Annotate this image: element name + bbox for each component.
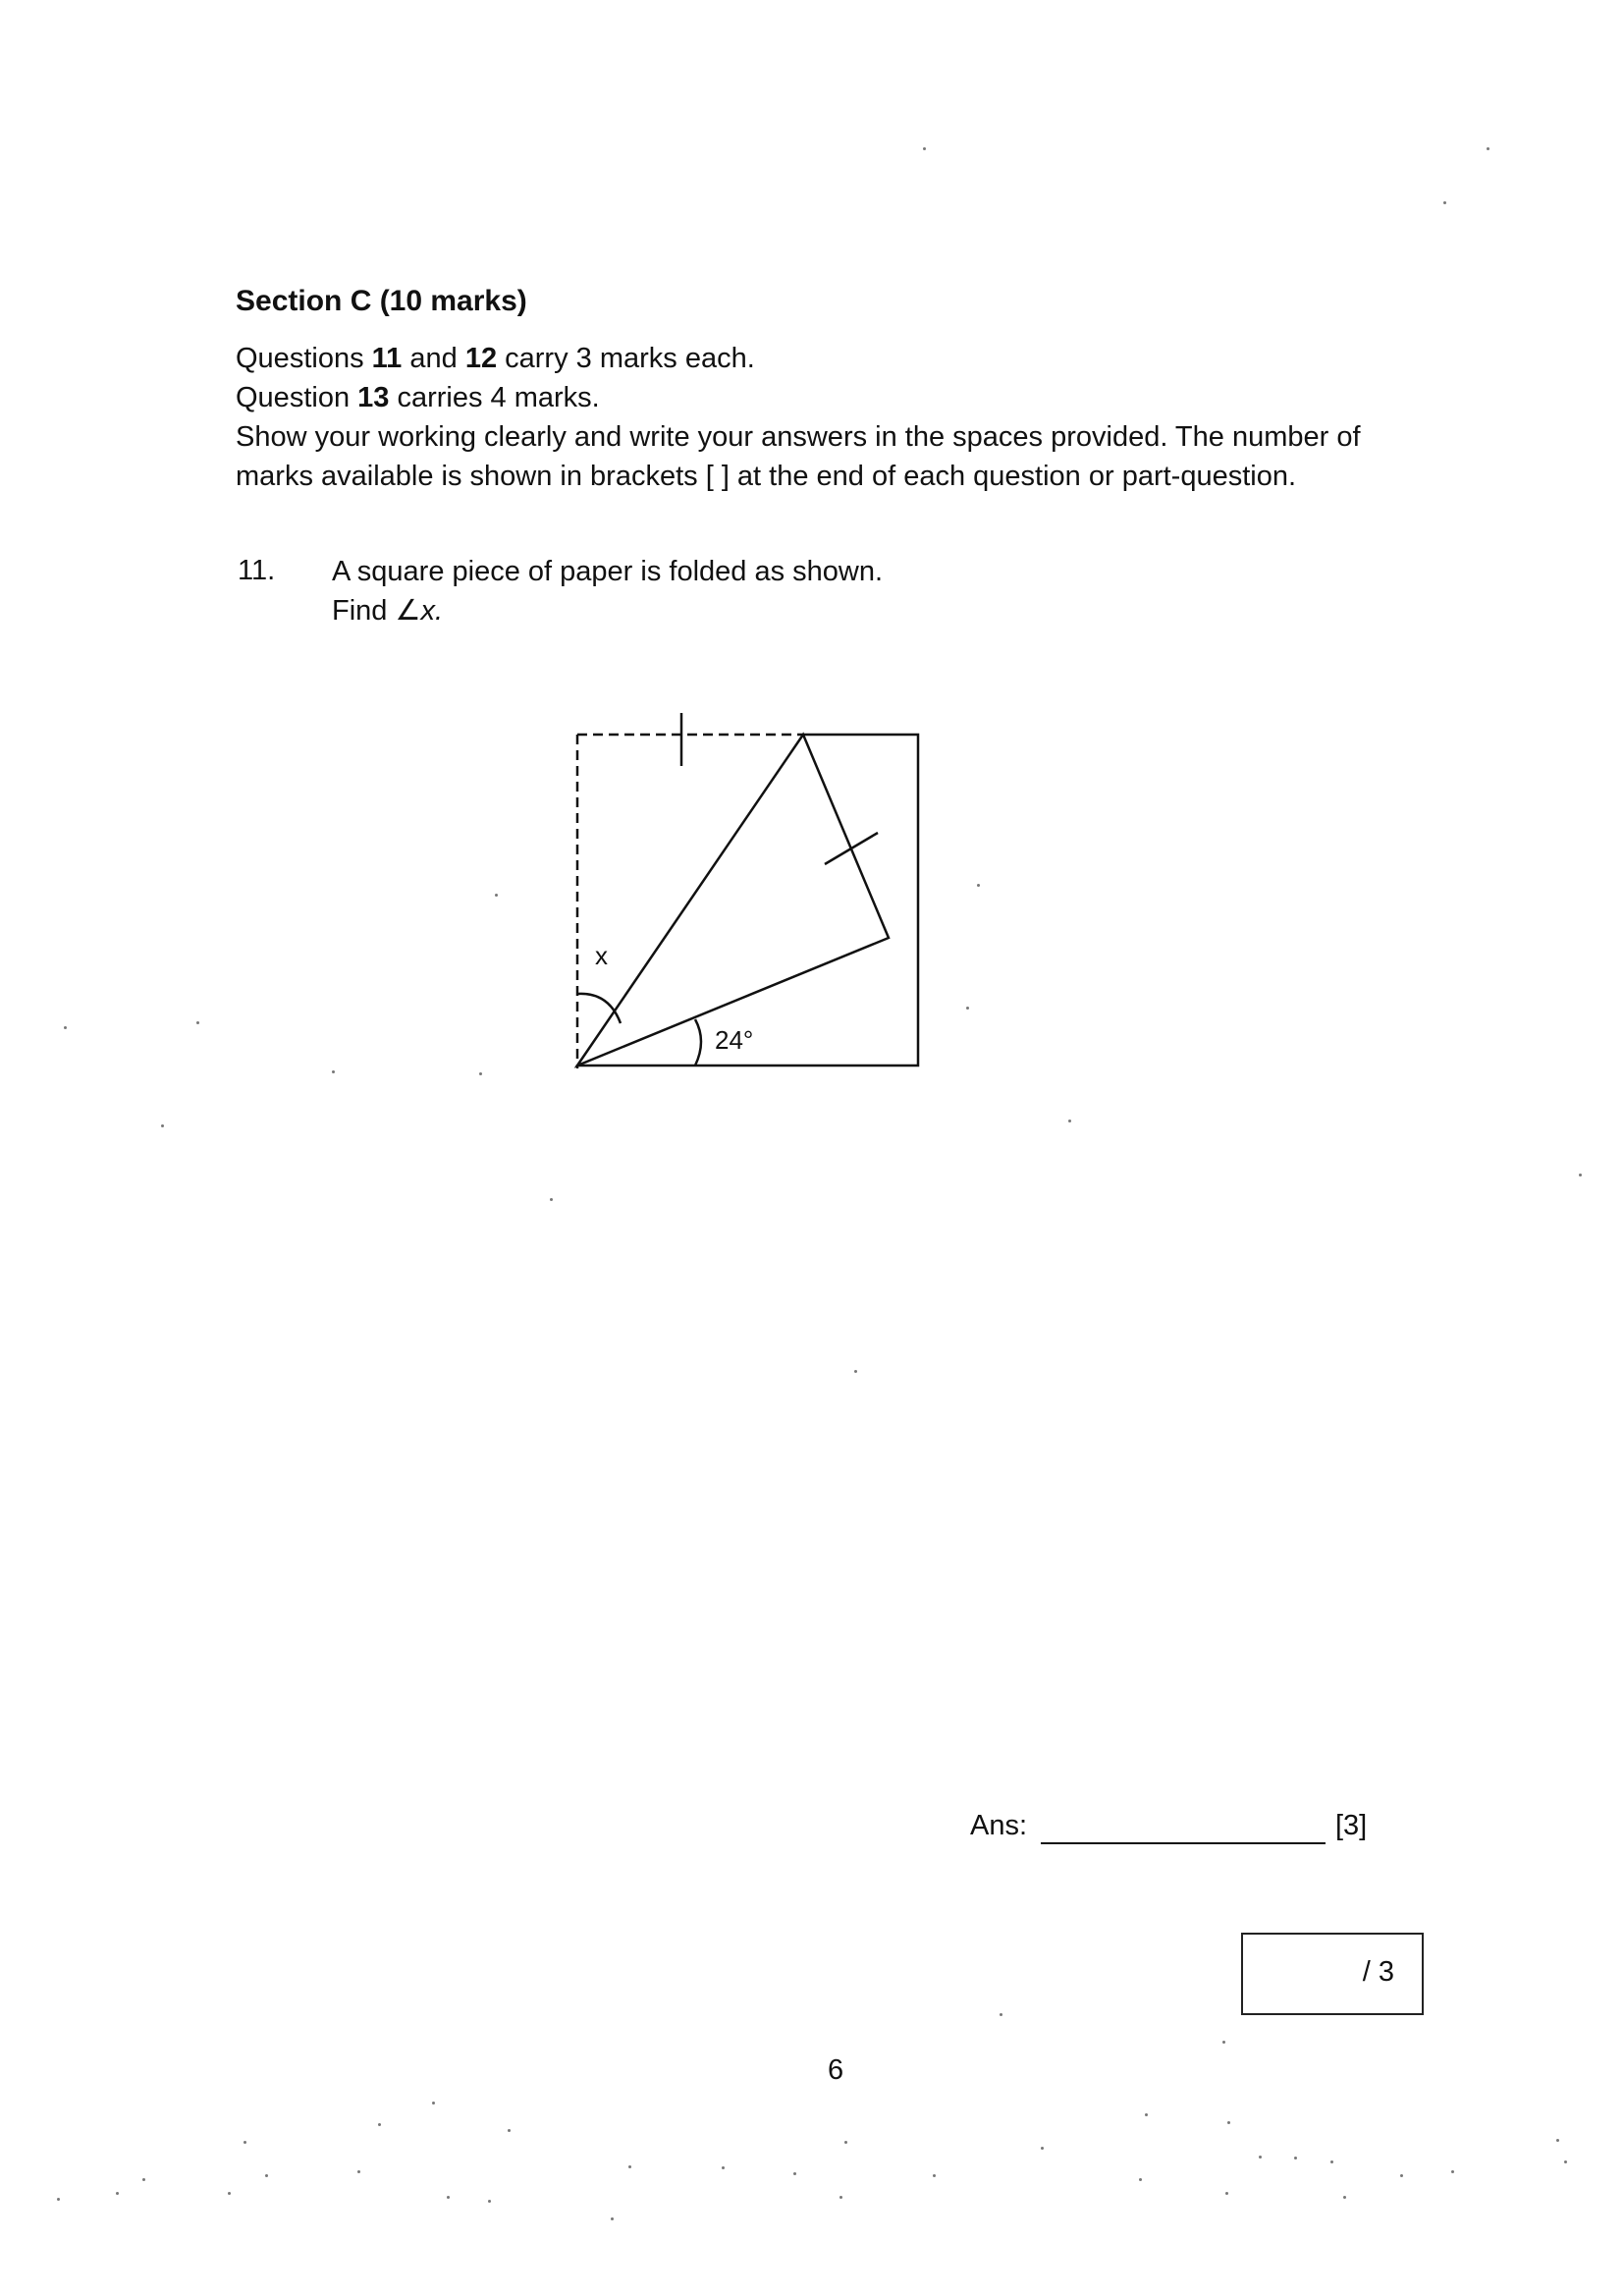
speck: [1259, 2156, 1262, 2159]
speck: [495, 894, 498, 897]
section-heading: Section C (10 marks): [236, 285, 527, 317]
speck: [923, 147, 926, 150]
speck: [432, 2102, 435, 2105]
speck: [488, 2200, 491, 2203]
speck: [357, 2170, 360, 2173]
instruction-line-2: Question 13 carries 4 marks.: [236, 382, 600, 413]
answer-line[interactable]: [1041, 1842, 1326, 1844]
speck: [378, 2123, 381, 2126]
speck: [722, 2166, 725, 2169]
speck: [628, 2165, 631, 2168]
angle-x-label: x: [595, 941, 608, 970]
question-number: 11.: [238, 555, 276, 586]
angle-symbol: ∠x.: [395, 595, 444, 627]
speck: [1343, 2196, 1346, 2199]
speck: [550, 1198, 553, 1201]
instruction-line-4: marks available is shown in brackets [ ] at the end of each question or part-question.: [236, 461, 1297, 492]
speck: [611, 2217, 614, 2220]
score-text: / 3: [1362, 1956, 1394, 1988]
score-box: [1241, 1933, 1424, 2015]
speck: [332, 1070, 335, 1073]
speck: [839, 2196, 842, 2199]
speck: [228, 2192, 231, 2195]
speck: [142, 2178, 145, 2181]
speck: [977, 884, 980, 887]
speck: [116, 2192, 119, 2195]
speck: [933, 2174, 936, 2177]
equal-tick-fold: [825, 833, 878, 864]
speck: [1330, 2160, 1333, 2163]
folded-triangle: [577, 735, 889, 1066]
speck: [1487, 147, 1489, 150]
speck: [508, 2129, 511, 2132]
speck: [1564, 2160, 1567, 2163]
answer-marks: [3]: [1335, 1810, 1368, 1841]
angle-24-arc: [695, 1019, 701, 1066]
speck: [57, 2198, 60, 2201]
page-number: 6: [828, 2054, 844, 2086]
speck: [1556, 2139, 1559, 2142]
speck: [854, 1370, 857, 1373]
speck: [244, 2141, 246, 2144]
speck: [1443, 201, 1446, 204]
answer-label: Ans:: [970, 1810, 1028, 1841]
speck: [1227, 2121, 1230, 2124]
instruction-line-3: Show your working clearly and write your answers in the spaces provided. The number of: [236, 421, 1361, 453]
speck: [1400, 2174, 1403, 2177]
speck: [1451, 2170, 1454, 2173]
speck: [447, 2196, 450, 2199]
folded-square-figure: [560, 707, 933, 1080]
speck: [161, 1124, 164, 1127]
speck: [844, 2141, 847, 2144]
speck: [966, 1007, 969, 1010]
speck: [1139, 2178, 1142, 2181]
speck: [1222, 2041, 1225, 2044]
speck: [479, 1072, 482, 1075]
speck: [196, 1021, 199, 1024]
speck: [1579, 1174, 1582, 1176]
speck: [265, 2174, 268, 2177]
speck: [1225, 2192, 1228, 2195]
speck: [1000, 2013, 1002, 2016]
speck: [1068, 1120, 1071, 1122]
angle-x-arc: [577, 994, 621, 1023]
speck: [1145, 2113, 1148, 2116]
question-prompt: Find ∠x.: [332, 595, 444, 627]
speck: [1294, 2157, 1297, 2159]
angle-24-label: 24°: [715, 1025, 754, 1055]
speck: [64, 1026, 67, 1029]
instruction-line-1: Questions 11 and 12 carry 3 marks each.: [236, 343, 755, 374]
speck: [1041, 2147, 1044, 2150]
square-outline: [577, 735, 918, 1066]
speck: [793, 2172, 796, 2175]
question-text: A square piece of paper is folded as shown.: [332, 556, 884, 587]
